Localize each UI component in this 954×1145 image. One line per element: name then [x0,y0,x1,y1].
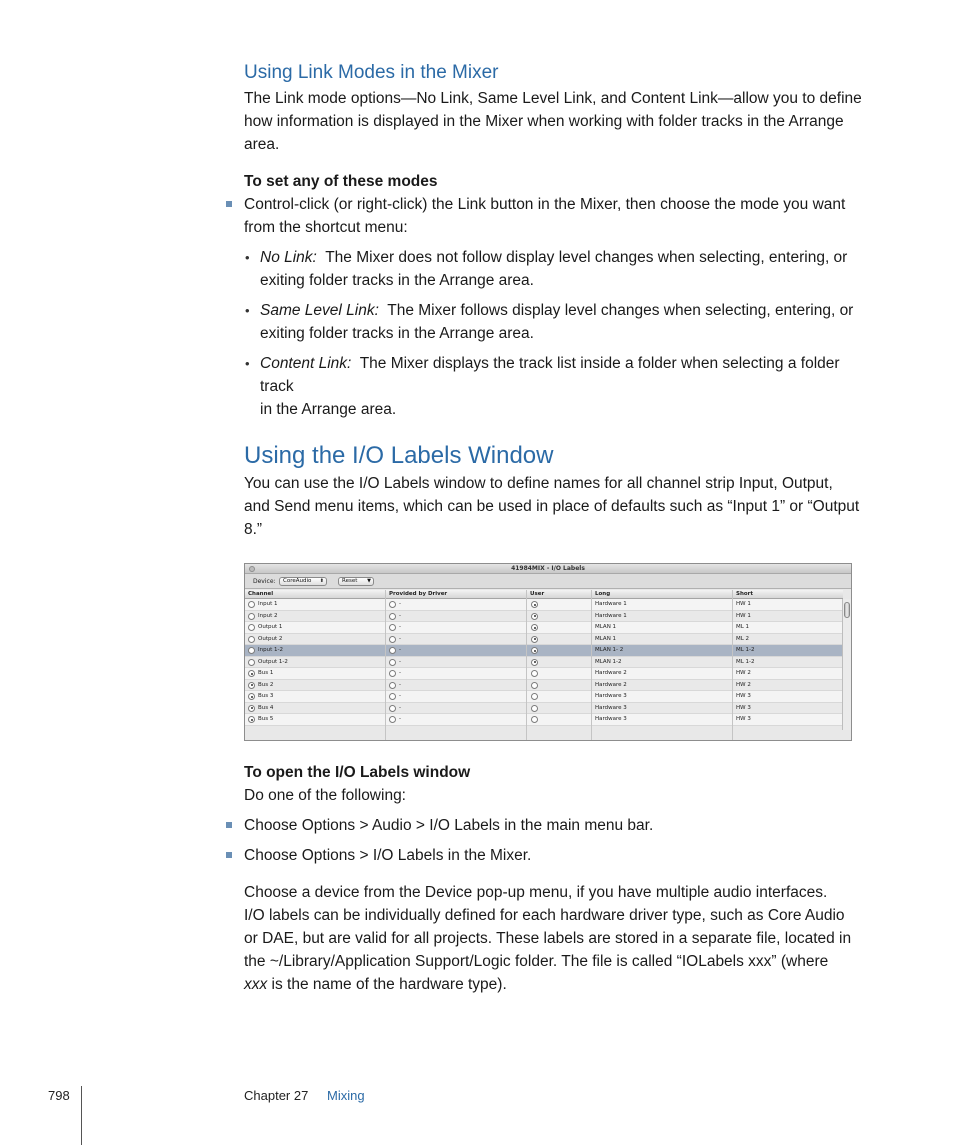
dot-bullet-icon: • [245,356,250,371]
table-row[interactable] [245,691,843,703]
cell-driver: - [399,658,401,665]
option-no-link [260,246,876,292]
task-heading-open-window: To open the I/O Labels window [244,764,471,781]
driver-radio-icon[interactable] [389,716,396,723]
cell-channel: Output 1 [258,624,283,630]
text-emphasis: xxx [244,976,268,993]
reset-label: Reset [342,578,358,584]
driver-radio-icon[interactable] [389,636,396,643]
user-radio-icon[interactable] [531,693,538,700]
cell-long[interactable]: Hardware 1 [595,601,627,607]
table-row[interactable] [245,599,843,611]
cell-long[interactable]: Hardware 1 [595,612,627,619]
text-line: I/O labels can be individually defined for each hardware driver type, such as Core Audio [244,907,845,924]
channel-radio-icon[interactable] [248,670,255,677]
cell-long[interactable]: Hardware 3 [595,716,627,722]
user-radio-icon[interactable] [531,682,538,689]
option-desc: The Mixer displays the track list inside a folder when selecting a folder track [260,355,840,395]
driver-radio-icon[interactable] [389,705,396,712]
cell-short[interactable]: ML 1-2 [736,658,755,665]
chapter-label: Chapter 27 [244,1088,309,1103]
step-mixer: Choose Options > I/O Labels in the Mixer. [244,847,532,864]
text-line: The Link mode options—No Link, Same Level Link, and Content Link—allow you to define [244,90,862,107]
device-popup[interactable] [279,577,327,586]
option-term: Content Link: [260,355,352,372]
cell-driver: - [399,635,401,642]
cell-short[interactable]: HW 3 [736,704,751,711]
column-divider [385,590,386,740]
scrollbar-thumb[interactable] [844,602,850,618]
square-bullet-icon [226,852,232,858]
footer-divider [81,1086,82,1145]
text-line: Choose a device from the Device pop-up menu, if you have multiple audio interfaces. [244,884,828,901]
section-heading-io-labels: Using the I/O Labels Window [244,442,554,469]
option-same-level-link [260,299,876,345]
user-radio-icon[interactable] [531,636,538,643]
option-desc: exiting folder tracks in the Arrange area. [260,325,534,342]
text-line: You can use the I/O Labels window to define names for all channel strip Input, Output, [244,475,833,492]
task-intro: Do one of the following: [244,787,406,804]
option-desc: exiting folder tracks in the Arrange area. [260,272,534,289]
cell-long[interactable]: Hardware 3 [595,693,627,699]
device-value: CoreAudio [283,578,312,584]
dot-bullet-icon: • [245,250,250,265]
driver-radio-icon[interactable] [389,659,396,666]
driver-radio-icon[interactable] [389,647,396,654]
cell-channel: Bus 1 [258,670,274,676]
window-toolbar [245,574,851,589]
text-line: 8.” [244,521,263,538]
square-bullet-icon [226,822,232,828]
link-modes-intro [244,87,876,156]
column-header-short[interactable]: Short [736,591,753,597]
option-desc: in the Arrange area. [260,401,397,418]
step-main-menu: Choose Options > Audio > I/O Labels in the main menu bar. [244,817,654,834]
cell-long[interactable]: Hardware 2 [595,681,627,688]
option-desc: The Mixer does not follow display level changes when selecting, entering, or [325,249,848,266]
table-row[interactable] [245,657,843,669]
driver-radio-icon[interactable] [389,682,396,689]
channel-radio-icon[interactable] [248,716,255,723]
channel-radio-icon[interactable] [248,613,255,620]
cell-channel: Input 1-2 [258,647,283,653]
cell-driver: - [399,693,401,699]
option-content-link [260,352,876,421]
cell-channel: Input 1 [258,601,278,607]
user-radio-icon[interactable] [531,659,538,666]
reset-popup-button[interactable] [338,577,374,586]
table-row[interactable] [245,645,843,657]
table-row[interactable] [245,703,843,715]
window-titlebar [245,564,851,574]
text-line: the ~/Library/Application Support/Logic folder. The file is called “IOLabels xxx” (where [244,953,829,970]
channel-radio-icon[interactable] [248,682,255,689]
square-bullet-icon [226,201,232,207]
cell-short[interactable]: HW 2 [736,670,751,676]
cell-short[interactable]: ML 2 [736,635,750,642]
vertical-scrollbar[interactable] [842,599,851,730]
cell-short[interactable]: HW 2 [736,681,751,688]
section-label: Mixing [327,1088,365,1103]
option-term: No Link: [260,249,317,266]
column-header-driver[interactable]: Provided by Driver [389,591,448,597]
cell-driver: - [399,647,401,653]
column-divider [732,590,733,740]
channel-radio-icon[interactable] [248,659,255,666]
cell-channel: Bus 5 [258,716,274,722]
driver-radio-icon[interactable] [389,624,396,631]
driver-radio-icon[interactable] [389,613,396,620]
column-header-user[interactable]: User [530,591,545,597]
channel-radio-icon[interactable] [248,636,255,643]
chevron-updown-icon: ⬍ [319,578,324,584]
user-radio-icon[interactable] [531,613,538,620]
cell-long[interactable]: Hardware 3 [595,704,627,711]
io-labels-window [244,563,852,741]
text-line: how information is displayed in the Mixer when working with folder tracks in the Arrange [244,113,844,130]
device-paragraph [244,881,876,996]
user-radio-icon[interactable] [531,716,538,723]
dot-bullet-icon: • [245,303,250,318]
cell-short[interactable]: HW 3 [736,693,751,699]
table-row[interactable] [245,622,843,634]
driver-radio-icon[interactable] [389,601,396,608]
io-labels-intro [244,472,876,541]
cell-channel: Bus 3 [258,693,274,699]
chevron-down-icon: ▼ [367,578,371,584]
step-control-click [244,193,876,239]
window-title: 41984MIX - I/O Labels [511,565,585,572]
cell-long[interactable]: MLAN 1 [595,635,617,642]
driver-radio-icon[interactable] [389,693,396,700]
io-labels-table [245,590,843,726]
text-line: area. [244,136,280,153]
option-desc: The Mixer follows display level changes when selecting, entering, or [387,302,854,319]
cell-driver: - [399,681,401,688]
text-line: from the shortcut menu: [244,219,408,236]
text-line: or DAE, but are valid for all projects. These labels are stored in a separate file, located in [244,930,852,947]
cell-long[interactable]: Hardware 2 [595,670,627,676]
column-divider [526,590,527,740]
table-row[interactable] [245,611,843,623]
option-term: Same Level Link: [260,302,379,319]
table-row[interactable] [245,668,843,680]
page-number: 798 [48,1088,70,1103]
cell-driver: - [399,670,401,676]
table-body [245,599,843,726]
text-line: Control-click (or right-click) the Link button in the Mixer, then choose the mode you want [244,196,846,213]
cell-driver: - [399,716,401,722]
cell-short[interactable]: HW 1 [736,601,751,607]
device-label: Device: [253,578,276,585]
cell-driver: - [399,704,401,711]
cell-channel: Bus 2 [258,681,274,688]
table-row[interactable] [245,634,843,646]
user-radio-icon[interactable] [531,670,538,677]
channel-radio-icon[interactable] [248,624,255,631]
table-row[interactable] [245,680,843,692]
column-divider [591,590,592,740]
user-radio-icon[interactable] [531,647,538,654]
cell-short[interactable]: HW 1 [736,612,751,619]
cell-driver: - [399,612,401,619]
cell-long[interactable]: MLAN 1-2 [595,658,622,665]
cell-long[interactable]: MLAN 1- 2 [595,647,624,653]
text-line: and Send menu items, which can be used in place of defaults such as “Input 1” or “Output [244,498,860,515]
user-radio-icon[interactable] [531,705,538,712]
cell-driver: - [399,601,401,607]
cell-long[interactable]: MLAN 1 [595,624,617,630]
column-header-long[interactable]: Long [595,591,611,597]
cell-short[interactable]: ML 1 [736,624,750,630]
channel-radio-icon[interactable] [248,647,255,654]
cell-channel: Output 1-2 [258,658,288,665]
cell-channel: Input 2 [258,612,278,619]
cell-short[interactable]: ML 1-2 [736,647,755,653]
cell-short[interactable]: HW 3 [736,716,751,722]
channel-radio-icon[interactable] [248,693,255,700]
table-row[interactable] [245,714,843,726]
cell-driver: - [399,624,401,630]
driver-radio-icon[interactable] [389,670,396,677]
section-heading-link-modes: Using Link Modes in the Mixer [244,62,499,83]
text-line: is the name of the hardware type). [267,976,507,993]
cell-channel: Output 2 [258,635,283,642]
column-header-channel[interactable]: Channel [248,591,274,597]
table-header [245,590,843,599]
channel-radio-icon[interactable] [248,601,255,608]
user-radio-icon[interactable] [531,624,538,631]
channel-radio-icon[interactable] [248,705,255,712]
user-radio-icon[interactable] [531,601,538,608]
cell-channel: Bus 4 [258,704,274,711]
task-heading-set-modes: To set any of these modes [244,173,438,190]
